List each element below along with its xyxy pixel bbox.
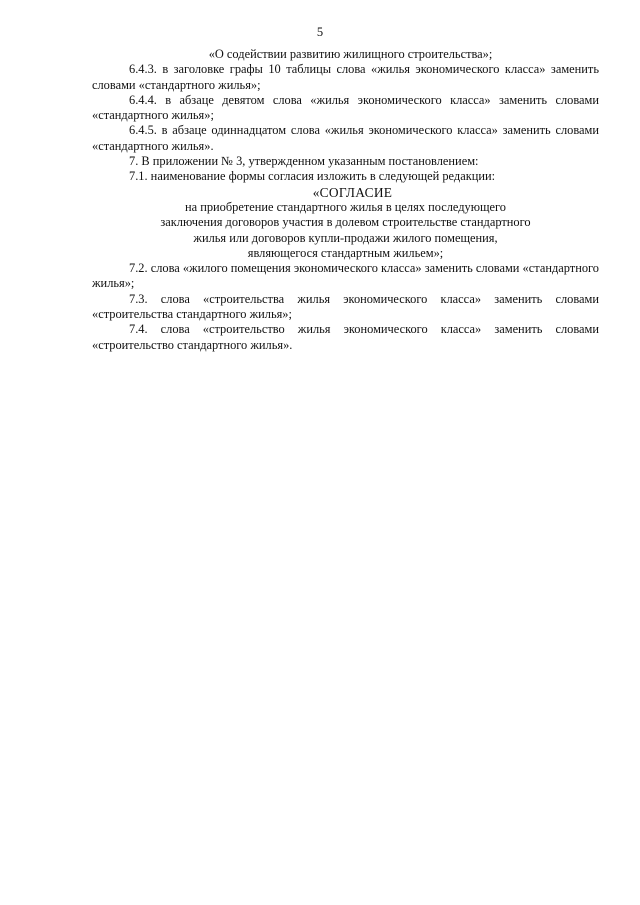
form-title-line: жилья или договоров купли-продажи жилого помещения, <box>193 230 498 245</box>
paragraph-6-4-5: 6.4.5. в абзаце одиннадцатом слова «жилья экономического класса» заменить словами «стандартного жилья». <box>92 123 599 153</box>
document-body <box>92 47 599 353</box>
form-title-heading: «СОГЛАСИЕ <box>312 184 393 200</box>
paragraph-7-2: 7.2. слова «жилого помещения экономического класса» заменить словами «стандартного жилья»; <box>92 261 599 291</box>
paragraph-7-4: 7.4. слова «строительство жилья экономического класса» заменить словами «строительство стандартного жилья». <box>92 322 599 352</box>
paragraph-7-3: 7.3. слова «строительства жилья экономического класса» заменить словами «строительства стандартного жилья»; <box>92 291 599 322</box>
form-title-line: заключения договоров участия в долевом строительстве стандартного <box>160 215 531 230</box>
form-title-line: на приобретение стандартного жилья в целях последующего <box>185 199 506 214</box>
form-title-line: являющегося стандартным жильем»; <box>247 245 444 260</box>
paragraph-7-1: 7.1. наименование формы согласия изложить в следующей редакции: <box>129 169 496 184</box>
paragraph-6-4-4: 6.4.4. в абзаце девятом слова «жилья экономического класса» заменить словами «стандартного жилья»; <box>92 92 599 123</box>
form-title-block <box>92 185 599 261</box>
paragraph-continuation: «О содействии развитию жилищного строительства»; <box>208 47 493 61</box>
page-number: 5 <box>316 25 324 39</box>
paragraph-7: 7. В приложении № 3, утвержденном указанным постановлением: <box>129 154 479 169</box>
paragraph-6-4-3: 6.4.3. в заголовке графы 10 таблицы слова «жилья экономического класса» заменить словами «стандартного жилья»; <box>92 62 599 92</box>
